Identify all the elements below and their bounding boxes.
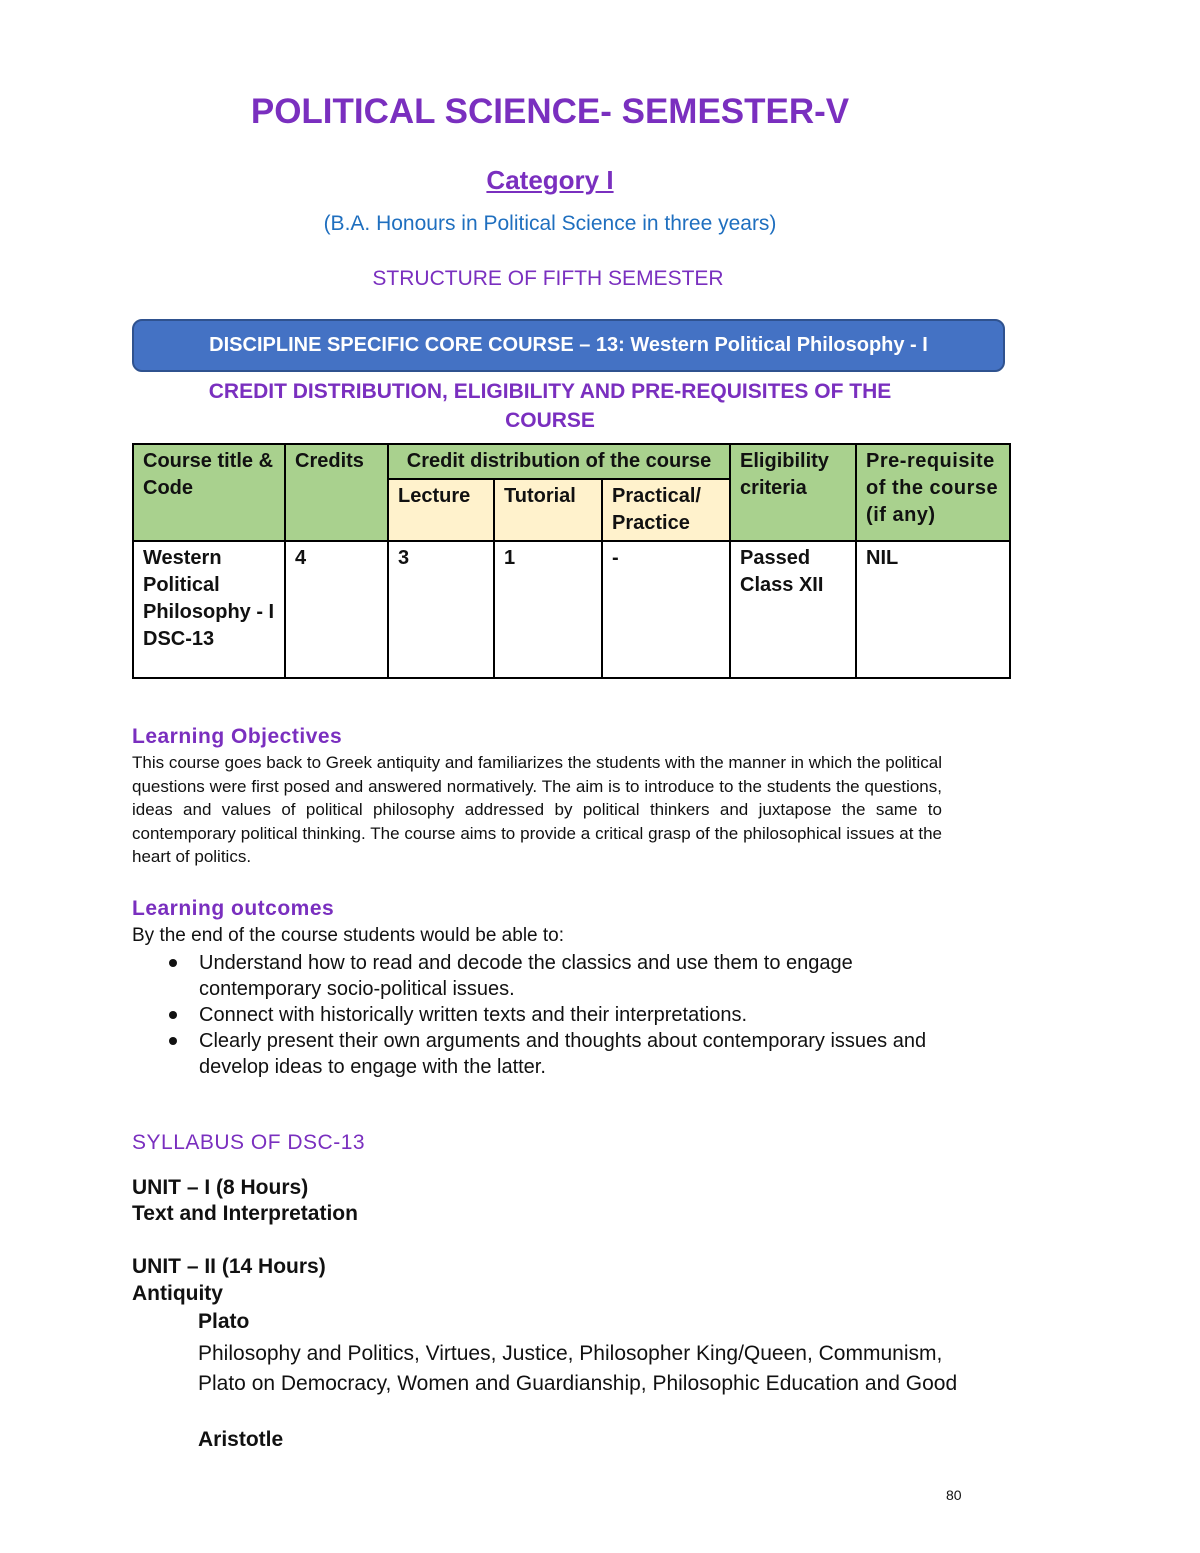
bullet-icon — [169, 959, 177, 967]
course-title-text: Western Political Philosophy - I — [143, 547, 275, 623]
header-tutorial: Tutorial — [494, 479, 602, 541]
course-banner-text: DISCIPLINE SPECIFIC CORE COURSE – 13: Western Political Philosophy - I — [209, 334, 928, 356]
bullet-icon — [169, 1011, 177, 1019]
unit1-subtitle: Text and Interpretation — [132, 1202, 358, 1225]
page-number: 80 — [946, 1487, 962, 1503]
header-practical: Practical/ Practice — [602, 479, 730, 541]
learning-outcomes-list — [160, 950, 970, 1080]
cell-credits: 4 — [285, 541, 388, 678]
structure-heading: STRUCTURE OF FIFTH SEMESTER — [372, 267, 724, 290]
list-item: Understand how to read and decode the classics and use them to engage contemporary socio-political issues. — [160, 950, 970, 1002]
credit-heading-line1: CREDIT DISTRIBUTION, ELIGIBILITY AND PRE-REQUISITES OF THE — [208, 380, 892, 403]
credit-table — [132, 443, 1011, 679]
cell-course-title — [133, 541, 285, 678]
learning-outcomes-heading: Learning outcomes — [132, 897, 335, 920]
header-course-title: Course title & Code — [133, 444, 285, 541]
cell-lecture: 3 — [388, 541, 494, 678]
header-prerequisite: Pre-requisite of the course (if any) — [856, 444, 1010, 541]
category-heading: Category I — [486, 165, 614, 195]
course-banner — [132, 319, 1005, 372]
plato-topics: Philosophy and Politics, Virtues, Justice, Philosopher King/Queen, Communism, Plato on Democracy, Women and Guardianship, Philosophic Education and Good — [198, 1342, 958, 1395]
programme-subtitle: (B.A. Honours in Political Science in three years) — [323, 212, 777, 235]
unit1-title: UNIT – I (8 Hours) — [132, 1176, 309, 1199]
learning-objectives-heading: Learning Objectives — [132, 725, 343, 748]
unit2-subtitle: Antiquity — [132, 1282, 223, 1305]
unit2-title: UNIT – II (14 Hours) — [132, 1255, 326, 1278]
credit-heading-line2: COURSE — [505, 409, 595, 432]
credit-distribution-heading — [140, 377, 960, 435]
cell-practical: - — [602, 541, 730, 678]
header-credit-distribution: Credit distribution of the course — [388, 444, 730, 479]
course-code-text: DSC-13 — [143, 628, 215, 650]
header-eligibility: Eligibility criteria — [730, 444, 856, 541]
bullet-icon — [169, 1037, 177, 1045]
header-credits: Credits — [285, 444, 388, 541]
thinker-aristotle: Aristotle — [198, 1428, 284, 1451]
thinker-plato: Plato — [198, 1310, 250, 1333]
learning-outcomes-intro: By the end of the course students would be able to: — [132, 925, 565, 946]
cell-eligibility: Passed Class XII — [730, 541, 856, 678]
syllabus-heading: SYLLABUS OF DSC-13 — [132, 1131, 366, 1154]
page-title: POLITICAL SCIENCE- SEMESTER-V — [250, 92, 850, 131]
header-lecture: Lecture — [388, 479, 494, 541]
learning-objectives-text: This course goes back to Greek antiquity and familiarizes the students with the manner in which the political questions were first posed and answered normatively. The aim is to introduce to the students the questions, ideas and values of political philosophy addressed by political thinkers and juxtapose the same to contemporary political thinking. The course aims to provide a critical grasp of the philosophical issues at the heart of politics. — [132, 753, 942, 866]
list-item: Connect with historically written texts and their interpretations. — [160, 1002, 970, 1028]
cell-tutorial: 1 — [494, 541, 602, 678]
list-item: Clearly present their own arguments and thoughts about contemporary issues and develop ideas to engage with the latter. — [160, 1028, 970, 1080]
cell-prerequisite: NIL — [856, 541, 1010, 678]
